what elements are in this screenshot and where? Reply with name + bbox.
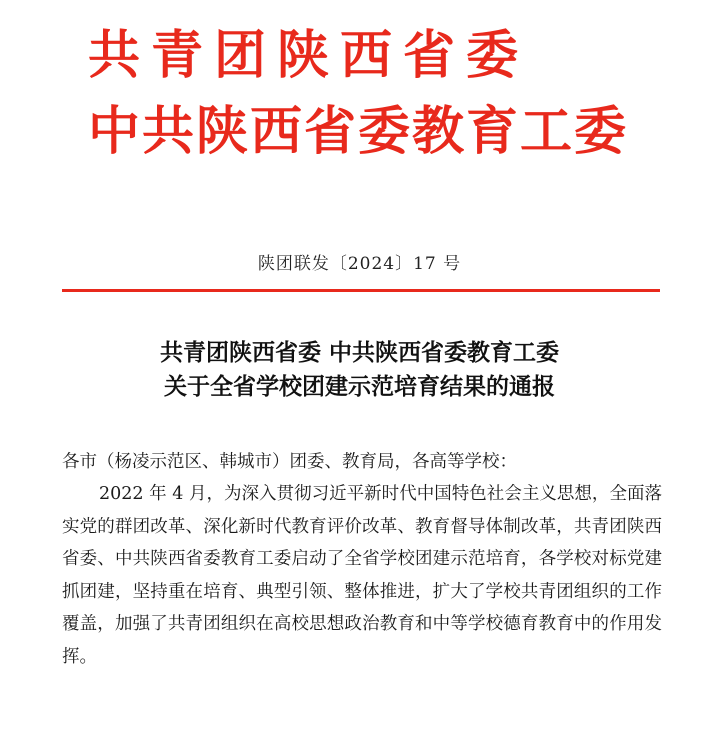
document-number: 陕团联发〔2024〕17 号 xyxy=(257,254,462,274)
red-divider-rule xyxy=(62,289,660,292)
body-paragraph: 2022 年 4 月，为深入贯彻习近平新时代中国特色社会主义思想，全面落实党的群团改革、深化新时代教育评价改革、教育督导体制改革，共青团陕西省委、中共陕西省委教育工委启动了全省学校团建示范培育，各学校对标党建抓团建，坚持重在培育、典型引领、整体推进，扩大了学校共青团组织的工作覆盖，加强了共青团组织在高校思想政治教育和中等学校德育教育中的作用发挥。 xyxy=(62,484,662,667)
issuing-org-line-1: 共青团陕西省委 xyxy=(88,26,530,86)
issuing-org-line-2: 中共陕西省委教育工委 xyxy=(88,102,629,162)
document-title-line-2: 关于全省学校团建示范培育结果的通报 xyxy=(164,373,555,400)
salutation: 各市（杨凌示范区、韩城市）团委、教育局，各高等学校： xyxy=(62,452,517,472)
document-title-line-1: 共青团陕西省委 中共陕西省委教育工委 xyxy=(159,339,559,366)
